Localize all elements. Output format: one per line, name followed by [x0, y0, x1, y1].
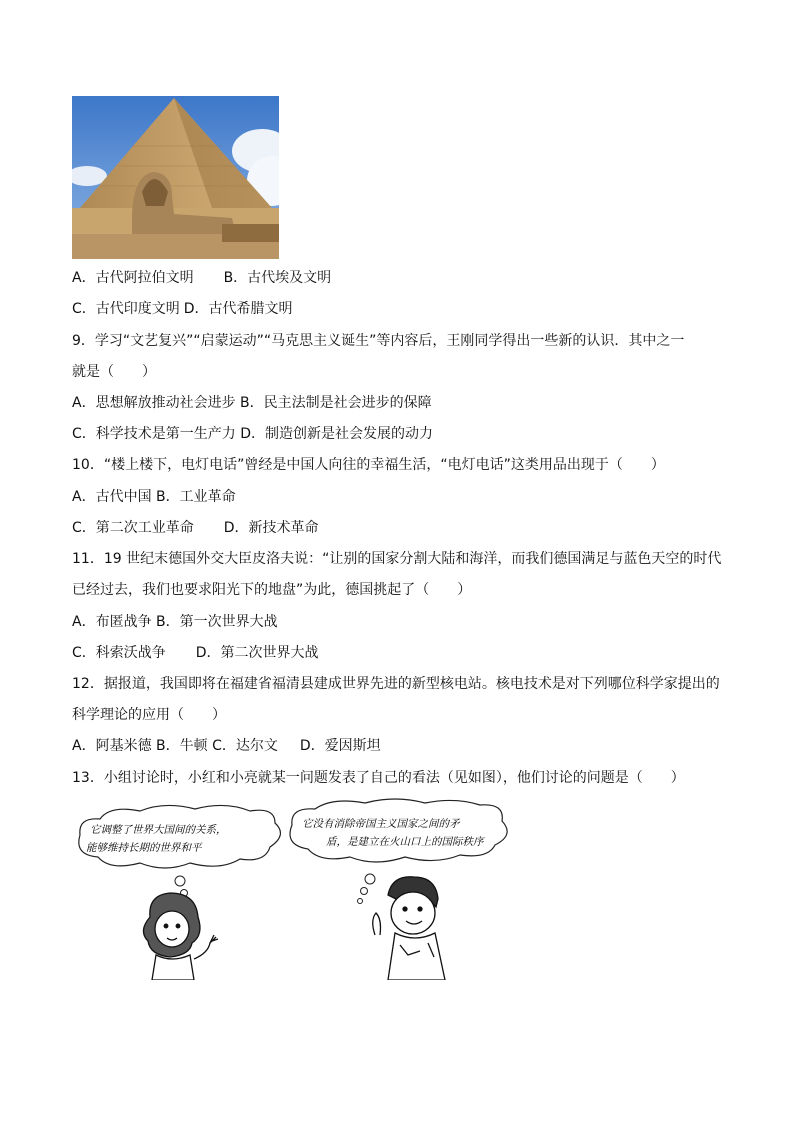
q9-options-line1[interactable]: A．思想解放推动社会进步 B．民主法制是社会进步的保障: [72, 395, 432, 411]
q9-options-line2[interactable]: C．科学技术是第一生产力 D．制造创新是社会发展的动力: [72, 426, 434, 442]
left-bubble-text-2: 能够维持长期的世界和平: [86, 842, 202, 854]
q8-option-a[interactable]: A．古代阿拉伯文明: [72, 270, 194, 286]
q8-options-line1: [72, 268, 331, 288]
q11-option-d[interactable]: D．第二次世界大战: [195, 645, 319, 661]
discussion-cartoon-icon: [70, 795, 522, 980]
right-bubble-text-2: 盾，是建立在火山口上的国际秩序: [326, 836, 484, 848]
right-bubble-text-1: 它没有消除帝国主义国家之间的矛: [302, 818, 460, 830]
q11-option-c[interactable]: C．科索沃战争: [72, 645, 166, 661]
q10-option-d[interactable]: D．新技术革命: [223, 520, 319, 536]
q13-cartoon: [70, 795, 522, 980]
q8-option-d[interactable]: D．古代希腊文明: [183, 301, 293, 317]
q10-options-line2: [72, 518, 319, 538]
pyramid-sphinx-image: [72, 96, 279, 259]
q10-options-line1[interactable]: A．古代中国 B．工业革命: [72, 489, 236, 505]
q12-options-abc[interactable]: A．阿基米德 B．牛顿 C．达尔文: [72, 738, 278, 754]
q9-stem-line2: 就是（ ）: [72, 364, 156, 380]
right-thought-bubble: [290, 799, 507, 862]
q12-stem-line1: 12．据报道，我国即将在福建省福清县建成世界先进的新型核电站。核电技术是对下列哪位科学家提出的: [72, 676, 720, 692]
q8-option-b[interactable]: B．古代埃及文明: [223, 270, 332, 286]
left-thought-bubble: [79, 805, 281, 868]
q11-stem-line2: 已经过去，我们也要求阳光下的地盘”为此，德国挑起了（ ）: [72, 582, 472, 598]
q11-options-line1[interactable]: A．布匿战争 B．第一次世界大战: [72, 614, 278, 630]
q10-stem: 10．“楼上楼下，电灯电话”曾经是中国人向往的幸福生活，“电灯电话”这类用品出现于（ ）: [72, 457, 665, 473]
q9-stem-line1: 9．学习“文艺复兴”“启蒙运动”“马克思主义诞生”等内容后，王刚同学得出一些新的认识．其中之一: [72, 333, 685, 349]
q12-options: [72, 736, 381, 756]
q8-options-line2: [72, 299, 293, 319]
q11-stem-line1: 11．19 世纪末德国外交大臣皮洛夫说：“让别的国家分割大陆和海洋，而我们德国满足与蓝色天空的时代: [72, 551, 722, 567]
pyramid-sphinx-icon: [72, 96, 279, 259]
q10-option-c[interactable]: C．第二次工业革命: [72, 520, 194, 536]
q13-stem: 13．小组讨论时，小红和小亮就某一问题发表了自己的看法（见如图），他们讨论的问题是（ ）: [72, 770, 685, 786]
q12-stem-line2: 科学理论的应用（ ）: [72, 707, 226, 723]
q8-option-c[interactable]: C．古代印度文明: [72, 301, 180, 317]
q12-option-d[interactable]: D．爱因斯坦: [299, 738, 381, 754]
left-bubble-text-1: 它调整了世界大国间的关系，: [90, 824, 227, 836]
q11-options-line2: [72, 643, 319, 663]
